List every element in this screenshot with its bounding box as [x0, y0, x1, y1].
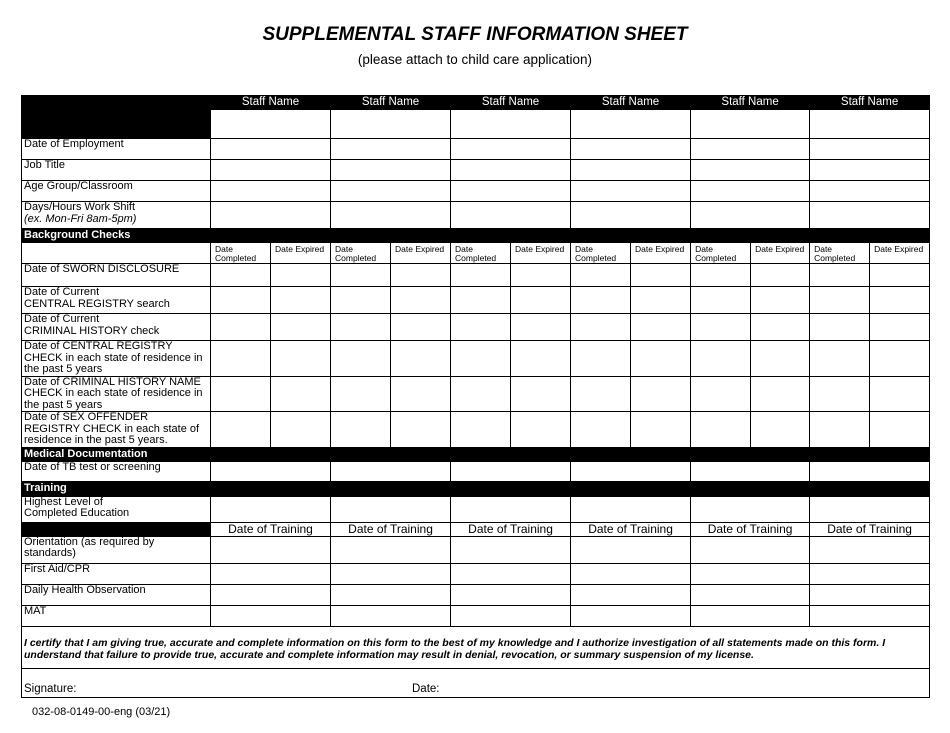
training-1-staff-3-field[interactable] — [451, 536, 571, 563]
staff-name-label: Staff Name — [840, 96, 899, 108]
background-1-staff-4-date-expired-field[interactable] — [631, 264, 691, 287]
date-completed-line-1: Date — [335, 244, 353, 254]
background-check-label-line-3: residence in the past 5 years. — [24, 434, 168, 446]
date-expired-label: Date Expired — [874, 244, 924, 254]
staff-name-header-6 — [810, 96, 930, 110]
staff-name-3-field[interactable] — [451, 110, 571, 139]
page-title: SUPPLEMENTAL STAFF INFORMATION SHEET — [262, 24, 688, 45]
education-staff-4-field[interactable] — [571, 496, 691, 522]
training-section — [22, 481, 930, 496]
background-check-row — [22, 376, 930, 412]
date-completed-line-1: Date — [215, 244, 233, 254]
training-1-staff-6-field[interactable] — [810, 536, 930, 563]
date-of-training-header — [331, 522, 451, 536]
background-5-staff-6-date-completed-field[interactable] — [810, 376, 870, 412]
staff-name-label: Staff Name — [601, 96, 660, 108]
background-3-staff-4-date-completed-field[interactable] — [571, 314, 631, 341]
training-2-staff-4-field[interactable] — [571, 563, 691, 584]
signature-label: Signature: — [24, 683, 77, 695]
staff-name-label: Staff Name — [241, 96, 300, 108]
background-4-staff-3-date-completed-field[interactable] — [451, 341, 511, 377]
background-check-row — [22, 412, 930, 448]
background-check-label-line-1: Date of Current — [24, 313, 100, 325]
background-check-label — [22, 287, 211, 314]
date-expired-header — [631, 243, 691, 264]
training-row-label — [22, 563, 211, 584]
days-hours-staff-1-field[interactable] — [211, 202, 331, 229]
background-check-label — [22, 341, 211, 377]
training-3-staff-5-field[interactable] — [691, 584, 810, 605]
background-check-row — [22, 287, 930, 314]
background-check-row — [22, 264, 930, 287]
training-2-staff-2-field[interactable] — [331, 563, 451, 584]
background-3-staff-1-date-completed-field[interactable] — [211, 314, 271, 341]
date-completed-line-2: Completed — [215, 253, 257, 263]
background-6-staff-6-date-expired-field[interactable] — [870, 412, 930, 448]
medical-row-label-line-1: Date of TB test or screening — [24, 461, 161, 473]
date-expired-header — [271, 243, 331, 264]
staff-name-6-field[interactable] — [810, 110, 930, 139]
background-5-staff-1-date-expired-field[interactable] — [271, 376, 331, 412]
background-5-staff-1-date-completed-field[interactable] — [211, 376, 271, 412]
background-1-staff-3-date-expired-field[interactable] — [511, 264, 571, 287]
background-5-staff-2-date-completed-field[interactable] — [331, 376, 391, 412]
training-row — [22, 605, 930, 626]
date-completed-header — [691, 243, 751, 264]
background-4-staff-3-date-expired-field[interactable] — [511, 341, 571, 377]
date-of-training-header — [211, 522, 331, 536]
date-expired-header — [870, 243, 930, 264]
background-6-staff-5-date-completed-field[interactable] — [691, 412, 751, 448]
date-completed-header — [571, 243, 631, 264]
medical-documentation-section-label — [22, 447, 930, 461]
date-of-training-header — [691, 522, 810, 536]
employment-1-staff-1-field[interactable] — [211, 139, 331, 160]
date-label: Date: — [412, 683, 440, 695]
training-section-label — [22, 481, 930, 496]
background-2-staff-1-date-completed-field[interactable] — [211, 287, 271, 314]
background-1-staff-1-date-expired-field[interactable] — [271, 264, 331, 287]
background-4-staff-5-date-completed-field[interactable] — [691, 341, 751, 377]
date-completed-line-1: Date — [575, 244, 594, 254]
background-6-staff-2-date-completed-field[interactable] — [331, 412, 391, 448]
background-3-staff-2-date-expired-field[interactable] — [391, 314, 451, 341]
employment-3-staff-1-field[interactable] — [211, 181, 331, 202]
background-4-staff-6-date-expired-field[interactable] — [870, 341, 930, 377]
certification-text: I certify that I am giving true, accurate and complete information on this form to the best of my knowledge and I authorize investigation of all statements made on this form. I understand that failure to provide true, accurate and complete information may result in denial, revocation, or summary suspension of my license. — [24, 636, 886, 661]
background-2-staff-4-date-completed-field[interactable] — [571, 287, 631, 314]
background-4-staff-2-date-completed-field[interactable] — [331, 341, 391, 377]
training-2-staff-1-field[interactable] — [211, 563, 331, 584]
education-staff-1-field[interactable] — [211, 496, 331, 522]
background-3-staff-2-date-completed-field[interactable] — [331, 314, 391, 341]
background-check-label-line-2: REGISTRY CHECK in each state of — [24, 422, 200, 435]
training-3-staff-1-field[interactable] — [211, 584, 331, 605]
medical-documentation-section — [22, 447, 930, 461]
staff-name-header-5 — [691, 96, 810, 110]
signature-row — [22, 668, 930, 697]
training-header-block — [22, 522, 211, 536]
staff-name-label: Staff Name — [721, 96, 779, 108]
staff-name-4-field[interactable] — [571, 110, 691, 139]
background-6-staff-1-date-completed-field[interactable] — [211, 412, 271, 448]
date-expired-label: Date Expired — [275, 244, 325, 254]
date-expired-label: Date Expired — [755, 244, 805, 254]
date-of-training-label: Date of Training — [707, 522, 793, 536]
training-1-staff-4-field[interactable] — [571, 536, 691, 563]
date-completed-line-1: Date — [814, 244, 833, 254]
background-check-row — [22, 341, 930, 377]
employment-3-staff-6-field[interactable] — [810, 181, 930, 202]
background-1-staff-4-date-completed-field[interactable] — [571, 264, 631, 287]
employment-2-staff-6-field[interactable] — [810, 160, 930, 181]
staff-name-label: Staff Name — [481, 96, 540, 108]
education-row — [22, 496, 930, 522]
background-check-label-line-1: Date of CENTRAL REGISTRY — [24, 340, 173, 352]
background-6-staff-4-date-completed-field[interactable] — [571, 412, 631, 448]
background-check-label-line-1: Date of CRIMINAL HISTORY NAME — [24, 376, 201, 388]
background-3-staff-6-date-expired-field[interactable] — [870, 314, 930, 341]
training-1-staff-2-field[interactable] — [331, 536, 451, 563]
employment-1-staff-2-field[interactable] — [331, 139, 451, 160]
background-6-staff-5-date-expired-field[interactable] — [751, 412, 810, 448]
staff-info-table — [21, 95, 930, 698]
form-number: 032-08-0149-00-eng (03/21) — [32, 706, 171, 718]
background-6-staff-6-date-completed-field[interactable] — [810, 412, 870, 448]
training-3-staff-4-field[interactable] — [571, 584, 691, 605]
date-expired-label: Date Expired — [515, 244, 565, 254]
education-label-line-2: Completed Education — [24, 507, 130, 519]
staff-name-header-row — [22, 96, 930, 110]
training-1-staff-5-field[interactable] — [691, 536, 810, 563]
background-5-staff-5-date-expired-field[interactable] — [751, 376, 810, 412]
background-1-staff-5-date-completed-field[interactable] — [691, 264, 751, 287]
date-expired-header — [751, 243, 810, 264]
background-4-staff-6-date-completed-field[interactable] — [810, 341, 870, 377]
date-of-training-label: Date of Training — [228, 522, 313, 536]
date-expired-header — [511, 243, 571, 264]
training-4-staff-1-field[interactable] — [211, 605, 331, 626]
staff-name-header-4 — [571, 96, 691, 110]
training-3-staff-3-field[interactable] — [451, 584, 571, 605]
date-of-training-label: Date of Training — [827, 522, 912, 536]
background-5-staff-3-date-expired-field[interactable] — [511, 376, 571, 412]
training-row-label-line-1: Orientation (as required by — [24, 536, 155, 548]
background-2-staff-2-date-expired-field[interactable] — [391, 287, 451, 314]
background-3-staff-1-date-expired-field[interactable] — [271, 314, 331, 341]
background-4-staff-1-date-expired-field[interactable] — [271, 341, 331, 377]
employment-2-staff-5-field[interactable] — [691, 160, 810, 181]
background-6-staff-3-date-completed-field[interactable] — [451, 412, 511, 448]
date-completed-line-1: Date — [455, 244, 473, 254]
training-4-staff-5-field[interactable] — [691, 605, 810, 626]
background-check-label-line-3: the past 5 years — [24, 398, 103, 411]
employment-1-staff-5-field[interactable] — [691, 139, 810, 160]
training-section-text: Training — [24, 481, 67, 494]
training-4-staff-6-field[interactable] — [810, 605, 930, 626]
background-4-staff-2-date-expired-field[interactable] — [391, 341, 451, 377]
background-5-staff-2-date-expired-field[interactable] — [391, 376, 451, 412]
training-3-staff-2-field[interactable] — [331, 584, 451, 605]
background-6-staff-1-date-expired-field[interactable] — [271, 412, 331, 448]
medical-row-label — [22, 461, 211, 481]
employment-row — [22, 139, 930, 160]
employment-2-staff-4-field[interactable] — [571, 160, 691, 181]
date-of-training-label: Date of Training — [468, 522, 553, 536]
training-row-label-line-2: standards) — [24, 547, 76, 559]
medical-1-staff-3-field[interactable] — [451, 461, 571, 481]
date-expired-label: Date Expired — [395, 244, 445, 254]
background-checks-section-text: Background Checks — [24, 229, 131, 241]
date-completed-header — [810, 243, 870, 264]
background-check-label — [22, 314, 211, 341]
days-hours-staff-4-field[interactable] — [571, 202, 691, 229]
staff-name-5-field[interactable] — [691, 110, 810, 139]
background-3-staff-3-date-expired-field[interactable] — [511, 314, 571, 341]
training-row-label — [22, 605, 211, 626]
date-completed-header — [331, 243, 391, 264]
training-row — [22, 584, 930, 605]
employment-row-label — [22, 181, 211, 202]
medical-1-staff-4-field[interactable] — [571, 461, 691, 481]
background-2-staff-6-date-expired-field[interactable] — [870, 287, 930, 314]
header-corner-block — [22, 96, 211, 139]
date-of-training-header — [571, 522, 691, 536]
employment-3-staff-3-field[interactable] — [451, 181, 571, 202]
certification-row — [22, 626, 930, 668]
background-check-label-line-1: Date of SEX OFFENDER — [24, 411, 149, 423]
employment-3-staff-2-field[interactable] — [331, 181, 451, 202]
background-4-staff-4-date-expired-field[interactable] — [631, 341, 691, 377]
background-3-staff-6-date-completed-field[interactable] — [810, 314, 870, 341]
background-1-staff-6-date-completed-field[interactable] — [810, 264, 870, 287]
days-hours-row — [22, 202, 930, 229]
background-checks-section-label — [22, 229, 930, 243]
staff-name-header-1 — [211, 96, 331, 110]
medical-1-staff-2-field[interactable] — [331, 461, 451, 481]
staff-name-1-field[interactable] — [211, 110, 331, 139]
training-row — [22, 563, 930, 584]
staff-name-2-field[interactable] — [331, 110, 451, 139]
background-check-label-line-2: CRIMINAL HISTORY check — [24, 324, 160, 337]
background-5-staff-3-date-completed-field[interactable] — [451, 376, 511, 412]
training-row-label-line-1: MAT — [24, 605, 47, 617]
days-hours-label — [22, 202, 211, 229]
training-row-label-line-1: Daily Health Observation — [24, 584, 146, 596]
training-1-staff-1-field[interactable] — [211, 536, 331, 563]
date-of-training-label: Date of Training — [348, 522, 433, 536]
background-check-label-line-2: CHECK in each state of residence in — [24, 351, 203, 364]
background-4-staff-5-date-expired-field[interactable] — [751, 341, 810, 377]
training-4-staff-4-field[interactable] — [571, 605, 691, 626]
background-1-staff-6-date-expired-field[interactable] — [870, 264, 930, 287]
background-2-staff-1-date-expired-field[interactable] — [271, 287, 331, 314]
background-3-staff-3-date-completed-field[interactable] — [451, 314, 511, 341]
employment-row — [22, 160, 930, 181]
employment-1-staff-3-field[interactable] — [451, 139, 571, 160]
background-2-staff-3-date-expired-field[interactable] — [511, 287, 571, 314]
background-check-label-line-2: CENTRAL REGISTRY search — [24, 297, 170, 310]
days-hours-label-line-1: Days/Hours Work Shift — [24, 201, 136, 213]
employment-row-label-line-1: Date of Employment — [24, 138, 124, 150]
days-hours-staff-6-field[interactable] — [810, 202, 930, 229]
background-2-staff-3-date-completed-field[interactable] — [451, 287, 511, 314]
date-of-training-header — [451, 522, 571, 536]
background-1-staff-1-date-completed-field[interactable] — [211, 264, 271, 287]
background-check-row — [22, 314, 930, 341]
employment-2-staff-1-field[interactable] — [211, 160, 331, 181]
background-4-staff-1-date-completed-field[interactable] — [211, 341, 271, 377]
background-check-label — [22, 264, 211, 287]
education-label-line-1: Highest Level of — [24, 496, 103, 508]
date-completed-line-2: Completed — [814, 253, 856, 263]
medical-1-staff-5-field[interactable] — [691, 461, 810, 481]
employment-row — [22, 181, 930, 202]
background-5-staff-5-date-completed-field[interactable] — [691, 376, 751, 412]
employment-3-staff-4-field[interactable] — [571, 181, 691, 202]
education-staff-2-field[interactable] — [331, 496, 451, 522]
background-check-label-line-1: Date of Current — [24, 286, 100, 298]
medical-row — [22, 461, 930, 481]
background-6-staff-2-date-expired-field[interactable] — [391, 412, 451, 448]
background-5-staff-6-date-expired-field[interactable] — [870, 376, 930, 412]
employment-3-staff-5-field[interactable] — [691, 181, 810, 202]
date-completed-line-2: Completed — [335, 253, 377, 263]
training-row-label-line-1: First Aid/CPR — [24, 563, 91, 575]
background-check-label-line-3: the past 5 years — [24, 363, 103, 375]
medical-documentation-section-text: Medical Documentation — [24, 447, 148, 460]
date-completed-line-2: Completed — [455, 253, 497, 263]
education-staff-5-field[interactable] — [691, 496, 810, 522]
employment-1-staff-4-field[interactable] — [571, 139, 691, 160]
training-row — [22, 536, 930, 563]
employment-row-label-line-1: Age Group/Classroom — [24, 180, 133, 192]
employment-row-label — [22, 160, 211, 181]
background-checks-section — [22, 229, 930, 243]
date-of-training-header — [810, 522, 930, 536]
signature-field[interactable] — [22, 668, 930, 697]
date-completed-line-2: Completed — [575, 253, 617, 263]
background-5-staff-4-date-expired-field[interactable] — [631, 376, 691, 412]
background-3-staff-4-date-expired-field[interactable] — [631, 314, 691, 341]
date-of-training-header-row — [22, 522, 930, 536]
employment-2-staff-2-field[interactable] — [331, 160, 451, 181]
staff-name-header-2 — [331, 96, 451, 110]
background-1-staff-2-date-expired-field[interactable] — [391, 264, 451, 287]
training-2-staff-5-field[interactable] — [691, 563, 810, 584]
background-2-staff-4-date-expired-field[interactable] — [631, 287, 691, 314]
education-staff-3-field[interactable] — [451, 496, 571, 522]
background-2-staff-2-date-completed-field[interactable] — [331, 287, 391, 314]
education-staff-6-field[interactable] — [810, 496, 930, 522]
background-1-staff-3-date-completed-field[interactable] — [451, 264, 511, 287]
subheader-blank — [22, 243, 211, 264]
date-completed-line-1: Date — [695, 244, 714, 254]
employment-row-label — [22, 139, 211, 160]
medical-1-staff-6-field[interactable] — [810, 461, 930, 481]
background-2-staff-5-date-expired-field[interactable] — [751, 287, 810, 314]
employment-row-label-line-1: Job Title — [24, 159, 65, 171]
date-subheader-row — [22, 243, 930, 264]
background-check-label — [22, 412, 211, 448]
days-hours-staff-5-field[interactable] — [691, 202, 810, 229]
background-2-staff-6-date-completed-field[interactable] — [810, 287, 870, 314]
background-6-staff-3-date-expired-field[interactable] — [511, 412, 571, 448]
education-label — [22, 496, 211, 522]
training-row-label — [22, 584, 211, 605]
employment-2-staff-3-field[interactable] — [451, 160, 571, 181]
date-expired-label: Date Expired — [635, 244, 685, 254]
background-6-staff-4-date-expired-field[interactable] — [631, 412, 691, 448]
days-hours-staff-3-field[interactable] — [451, 202, 571, 229]
background-4-staff-4-date-completed-field[interactable] — [571, 341, 631, 377]
certification-statement — [22, 626, 930, 668]
days-hours-label-line-2: (ex. Mon-Fri 8am-5pm) — [24, 212, 137, 225]
training-4-staff-2-field[interactable] — [331, 605, 451, 626]
employment-1-staff-6-field[interactable] — [810, 139, 930, 160]
background-3-staff-5-date-completed-field[interactable] — [691, 314, 751, 341]
date-completed-line-2: Completed — [695, 253, 737, 263]
background-check-label — [22, 376, 211, 412]
training-3-staff-6-field[interactable] — [810, 584, 930, 605]
background-5-staff-4-date-completed-field[interactable] — [571, 376, 631, 412]
date-of-training-label: Date of Training — [588, 522, 673, 536]
training-2-staff-6-field[interactable] — [810, 563, 930, 584]
background-2-staff-5-date-completed-field[interactable] — [691, 287, 751, 314]
medical-1-staff-1-field[interactable] — [211, 461, 331, 481]
background-1-staff-2-date-completed-field[interactable] — [331, 264, 391, 287]
training-4-staff-3-field[interactable] — [451, 605, 571, 626]
background-1-staff-5-date-expired-field[interactable] — [751, 264, 810, 287]
training-2-staff-3-field[interactable] — [451, 563, 571, 584]
date-expired-header — [391, 243, 451, 264]
staff-name-label: Staff Name — [361, 96, 420, 108]
date-completed-header — [211, 243, 271, 264]
date-completed-header — [451, 243, 511, 264]
background-3-staff-5-date-expired-field[interactable] — [751, 314, 810, 341]
training-row-label — [22, 536, 211, 563]
background-check-label-line-1: Date of SWORN DISCLOSURE — [24, 263, 180, 275]
background-check-label-line-2: CHECK in each state of residence in — [24, 387, 203, 399]
staff-name-header-3 — [451, 96, 571, 110]
days-hours-staff-2-field[interactable] — [331, 202, 451, 229]
page-subtitle: (please attach to child care application) — [357, 52, 593, 67]
